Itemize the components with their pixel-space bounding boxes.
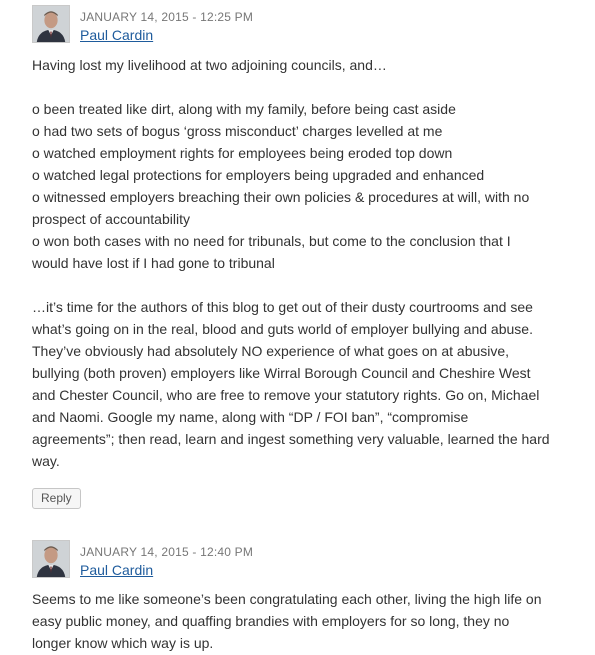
closing-line: and Chester Council, who are free to remove your statutory rights. Go on, Michael bbox=[32, 387, 540, 403]
comment-author-link[interactable]: Paul Cardin bbox=[80, 562, 154, 578]
avatar-photo bbox=[33, 541, 69, 577]
closing-line: agreements”; then read, learn and ingest something very valuable, learned the hard bbox=[32, 431, 550, 447]
reply-button[interactable]: Reply bbox=[32, 488, 81, 509]
comment-author-link[interactable]: Paul Cardin bbox=[80, 27, 154, 43]
bullet-line: would have lost if I had gone to tribunal bbox=[32, 255, 275, 271]
bullet-line: prospect of accountability bbox=[32, 211, 190, 227]
bullet-line: o won both cases with no need for tribunals, but come to the conclusion that I bbox=[32, 233, 511, 249]
closing-line: what’s going on in the real, blood and guts world of employer bullying and abuse. bbox=[32, 321, 533, 337]
bullet-line: o had two sets of bogus ‘gross misconduct’ charges levelled at me bbox=[32, 123, 443, 139]
closing-line: They’ve obviously had absolutely NO experience of what goes on at abusive, bbox=[32, 343, 510, 359]
avatar-photo bbox=[33, 6, 69, 42]
comment-body bbox=[32, 588, 587, 654]
bullet-line: o watched employment rights for employees being eroded top down bbox=[32, 145, 453, 161]
comment-date: JANUARY 14, 2015 - 12:40 PM bbox=[80, 545, 254, 559]
comment-line: Seems to me like someone’s been congratulating each other, living the high life on bbox=[32, 591, 542, 607]
closing-line: way. bbox=[32, 453, 60, 469]
bullet-line: o been treated like dirt, along with my family, before being cast aside bbox=[32, 101, 456, 117]
closing-line: bullying (both proven) employers like Wirral Borough Council and Cheshire West bbox=[32, 365, 531, 381]
user-avatar-icon[interactable] bbox=[32, 5, 70, 43]
comment-body bbox=[32, 54, 587, 472]
user-avatar-icon[interactable] bbox=[32, 540, 70, 578]
closing-line: and Naomi. Google my name, along with “DP / FOI ban”, “compromise bbox=[32, 409, 469, 425]
comment-line: easy public money, and quaffing brandies with employers for so long, they no bbox=[32, 613, 510, 629]
comment-date: JANUARY 14, 2015 - 12:25 PM bbox=[80, 10, 254, 24]
comment-intro: Having lost my livelihood at two adjoining councils, and… bbox=[32, 57, 387, 73]
bullet-line: o witnessed employers breaching their own policies & procedures at will, with no bbox=[32, 189, 530, 205]
bullet-line: o watched legal protections for employers being upgraded and enhanced bbox=[32, 167, 485, 183]
closing-line: …it’s time for the authors of this blog to get out of their dusty courtrooms and see bbox=[32, 299, 533, 315]
comment-line: longer know which way is up. bbox=[32, 635, 214, 651]
